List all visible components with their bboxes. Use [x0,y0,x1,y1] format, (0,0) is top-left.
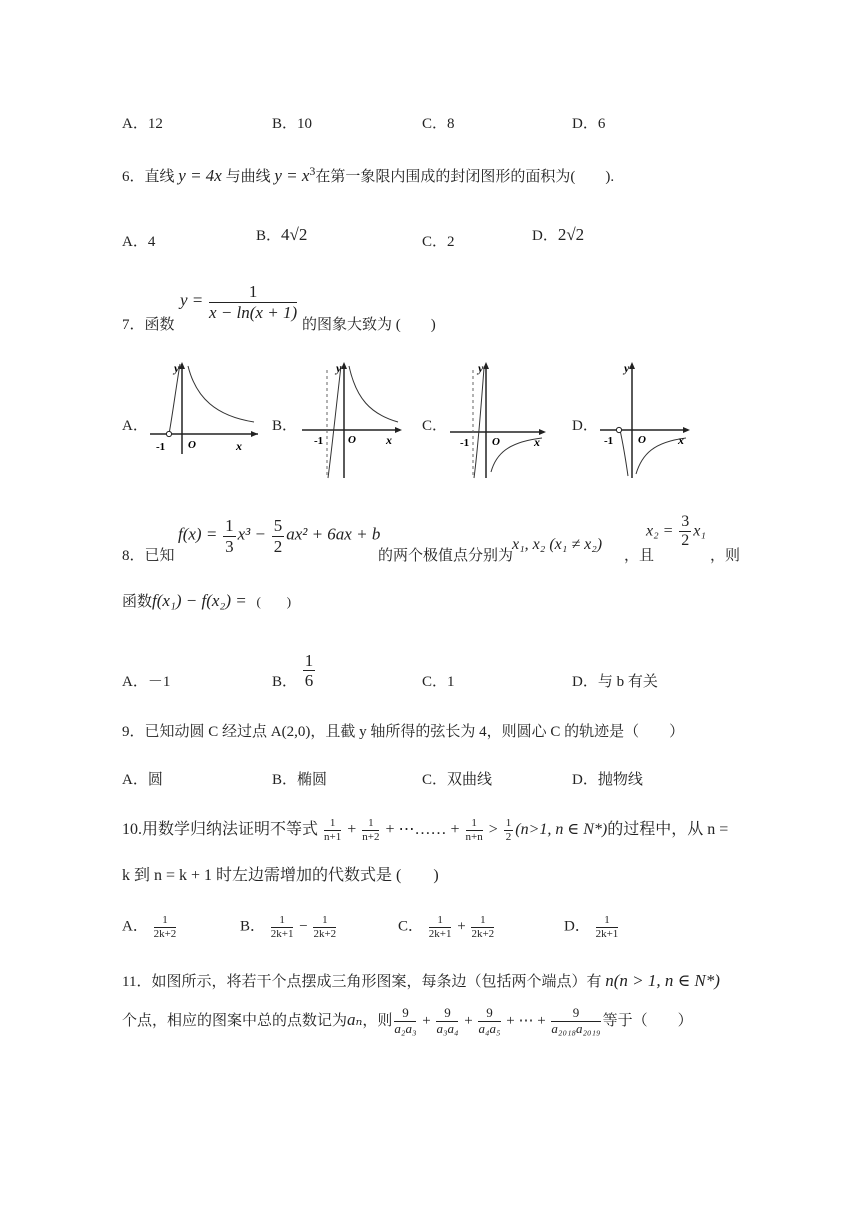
x-label: x [236,439,242,453]
curve-left-branch [474,368,484,478]
q8-f-lhs: f(x) = [178,524,218,544]
q8-option-b [272,640,317,691]
curve-right-branch [349,366,398,422]
q10-option-c-den-2: 2k+2 [471,927,495,940]
q7-option-d-label: D． [572,418,598,434]
q10-option-c-frac-2 [471,914,494,940]
q8-number: 8．已知 [122,548,175,564]
q10-option-c-op: + [457,918,466,935]
q9-option-b: B．椭圆 [272,772,328,788]
q7-option-b-label: B． [272,418,298,434]
q7-graph-d [598,358,696,482]
x-label: x [534,435,540,449]
q8-frac-1 [223,516,236,556]
origin-label: O [188,439,196,451]
q10-lead: 10.用数学归纳法证明不等式 [122,821,319,838]
q10-option-b-op: − [299,918,308,935]
q10-frac-3-num: 1 [466,817,483,831]
q10-frac-1-den: n+1 [324,830,342,843]
q10-frac-4-num: 1 [505,817,512,830]
q11-term-4-num: 9 [551,1006,600,1022]
q8-term-2: ax² + 6ax + b [286,524,381,544]
q10-option-b-num-2: 1 [313,914,336,928]
q11-term-2 [436,1006,458,1037]
q11-line-1-text: 11．如图所示，将若干个点摆成三角形图案，每条边（包括两个端点）有 [122,974,602,990]
q8-ratio [646,513,706,551]
x-axis-arrow [251,431,258,437]
q11-condition: n(n > 1, n ∈ N*) [605,971,720,990]
q8-frac-1-num: 1 [225,516,234,535]
q10-option-b-den-1: 2k+1 [270,927,294,940]
q9-option-c: C．双曲线 [422,772,493,788]
q11-term-1-num: 9 [394,1006,416,1022]
q10-option-c [398,914,496,940]
q6-curve-equation: y = x [274,166,310,185]
q10-option-d-label: D． [564,918,590,935]
q10-option-c-num-1: 1 [429,914,452,928]
y-label: y [478,361,484,375]
q10-gt: > [488,821,498,838]
q10-frac-2 [362,817,379,843]
origin-label: O [348,434,356,446]
q10-option-d-num: 1 [596,914,619,928]
x-label: x [678,433,684,447]
q10-frac-4-den: 2 [505,830,512,843]
x-axis-arrow [683,427,690,433]
minus-one-label: -1 [604,435,614,447]
q6-exponent: 3 [309,164,316,178]
curve-left-branch [328,366,341,478]
q10-option-d-frac [596,914,619,940]
minus-one-label: -1 [314,435,324,447]
q11-an: aₙ [347,1009,363,1029]
q10-option-b-label: B． [240,918,266,935]
q10-frac-4 [504,817,514,843]
q10-option-c-label: C． [398,918,424,935]
q8-x2-rhs: x₁ [693,522,706,540]
q10-option-a-den: 2k+2 [153,927,177,940]
q11-then: ，则 [362,1012,393,1029]
origin-label: O [492,436,500,448]
q11-term-3 [478,1006,500,1037]
q11-term-1-den: a₂a₃ [394,1020,417,1036]
q7-denominator: x − ln(x + 1) [209,302,298,322]
q7-graph-c [448,358,554,482]
q7-numerator: 1 [209,282,297,303]
q8-option-a: A．－1 [122,674,171,690]
q8-frac-2-den: 2 [273,536,283,556]
open-point [616,427,621,432]
q6-text-3: 在第一象限内围成的封闭图形的面积为( ). [315,169,615,185]
q11-term-4-den: a₂₀₁₈a₂₀₁₉ [551,1020,601,1036]
q8-ratio-num: 3 [679,513,691,532]
q7-graph-b [300,358,406,482]
q7-lhs: y = [180,290,204,310]
q6-text-2: 与曲线 [225,169,271,185]
y-label: y [624,361,630,375]
q8-and: ，且 [624,548,655,564]
q11-term-3-num: 9 [478,1006,500,1022]
q8-option-c: C．1 [422,674,455,690]
q8-difference: f(x₁) − f(x₂) = [152,591,247,610]
q7-function [180,282,299,322]
x-axis-arrow [539,429,546,435]
q7-fraction [209,282,297,322]
q10-option-d [564,914,620,940]
q8-option-b-num: 1 [304,650,314,670]
open-point [166,431,171,436]
q10-plus: + [347,821,357,838]
q10-frac-2-den: n+2 [362,830,380,843]
q11-dots: + ⋯ + [506,1012,546,1029]
q10-option-a-label: A． [122,918,148,935]
q8-line-2 [122,590,291,611]
q11-term-2-num: 9 [436,1006,458,1022]
q10-frac-3-den: n+n [465,830,483,843]
q11-line-2-text: 个点，相应的图案中总的点数记为 [122,1012,348,1029]
q8-option-b-frac [303,651,316,691]
q8-option-d: D．与 b 有关 [572,674,658,690]
q11-line-1 [122,970,720,991]
q11-tail: 等于（ ） [602,1012,693,1029]
q8-frac-2 [272,516,285,556]
q10-option-c-frac-1 [429,914,452,940]
q9-stem: 9．已知动圆 C 经过点 A(2,0)，且截 y 轴所得的弦长为 4，则圆心 C 的轨迹是（ ） [122,724,685,740]
q10-dots: + ⋯…… + [385,821,460,838]
q10-line-1 [122,816,728,843]
q10-option-d-den: 2k+1 [595,927,619,940]
q10-option-c-num-2: 1 [471,914,494,928]
origin-label: O [638,434,646,446]
q6-option-d [532,224,584,245]
q7-tail: 的图象大致为 ( ) [302,317,436,333]
curve-left-branch [620,430,628,476]
q10-frac-3 [466,817,483,843]
q6-stem [122,164,614,186]
q10-frac-2-num: 1 [362,817,379,831]
q6-text-1: 直线 [144,169,175,185]
q11-term-3-den: a₄a₅ [478,1020,501,1036]
q7-number: 7．函数 [122,317,175,333]
q7-option-c-label: C． [422,418,448,434]
q10-option-b-num-1: 1 [271,914,294,928]
x-label: x [386,433,392,447]
q5-option-a: A．12 [122,116,163,132]
y-label: y [336,361,342,375]
minus-one-label: -1 [460,437,470,449]
q6-option-c: C．2 [422,234,455,250]
q8-frac-2-num: 5 [273,516,283,535]
q5-option-c: C．8 [422,116,455,132]
x-axis-arrow [395,427,402,433]
curve-right-branch [188,366,254,422]
q8-term-1: x³ − [237,524,266,544]
q7-graph-a [146,358,262,458]
q8-ratio-frac [679,513,691,551]
q10-option-b-den-2: 2k+2 [313,927,337,940]
q6-option-b-label: B． [256,228,282,244]
q8-then: ，则 [710,548,741,564]
q8-ratio-den: 2 [681,532,690,550]
q11-line-2 [122,1006,693,1037]
q10-option-b [240,914,338,940]
q10-option-a-frac [154,914,177,940]
q10-frac-1 [324,817,341,843]
q8-frac-1-den: 3 [225,536,234,556]
q10-frac-1-num: 1 [324,817,341,831]
q10-tail: 的过程中，从 n = [607,821,729,838]
y-axis-arrow [629,362,635,369]
q6-line-equation: y = 4x [178,166,222,185]
q6-option-d-value: 2√2 [557,225,585,244]
q8-line-2-text: 函数 [122,594,153,610]
y-axis-arrow [483,362,489,369]
q10-option-c-den-1: 2k+1 [428,927,452,940]
q8-extrema: x₁, x₂ (x₁ ≠ x₂) [512,536,603,553]
y-axis-arrow [341,362,347,369]
q9-option-d: D．抛物线 [572,772,643,788]
q6-option-a: A．4 [122,234,156,250]
q11-term-4 [551,1006,600,1037]
q10-option-a [122,914,178,940]
q8-mid-text: 的两个极值点分别为 [378,548,514,564]
q11-plus-1: + [422,1012,431,1029]
q6-option-b-value: 4√2 [281,225,308,244]
q6-option-b [256,224,307,245]
q8-option-b-den: 6 [304,671,314,691]
q10-line-2: k 到 n = k + 1 时左边需增加的代数式是 ( ) [122,867,439,884]
q6-option-d-label: D． [532,228,558,244]
q10-option-b-frac-1 [271,914,294,940]
q10-option-b-frac-2 [313,914,336,940]
q6-number: 6． [122,169,145,185]
q11-plus-2: + [464,1012,473,1029]
minus-one-label: -1 [156,441,166,453]
q8-option-b-label: B． [272,674,298,690]
q10-condition: (n>1, n ∈ N*) [515,821,608,838]
q8-x2-lhs: x₂ = [646,522,674,540]
q9-option-a: A．圆 [122,772,163,788]
q11-term-1 [394,1006,416,1037]
q8-paren: ( ) [256,594,292,609]
q7-option-a-label: A． [122,418,148,434]
q8-function [178,516,380,556]
y-label: y [174,361,180,375]
q5-option-b: B．10 [272,116,313,132]
q10-option-a-num: 1 [154,914,177,928]
q5-option-d: D．6 [572,116,606,132]
q11-term-2-den: a₃a₄ [436,1020,459,1036]
